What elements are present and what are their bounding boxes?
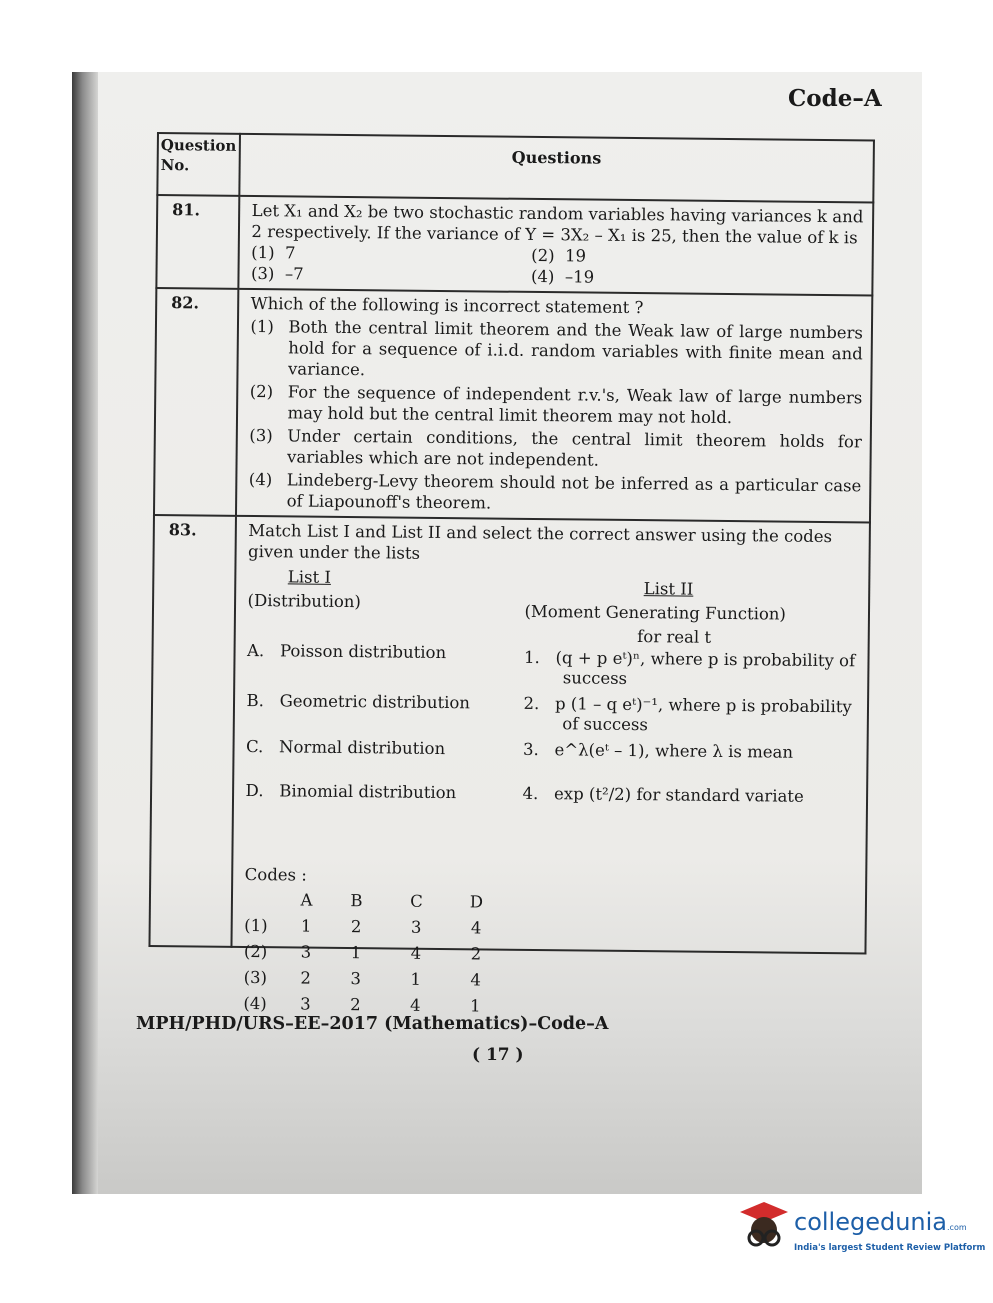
- table-header-row: [157, 133, 874, 202]
- list2-subtitle: (Moment Generating Function): [524, 601, 787, 624]
- page-number: ( 17 ): [472, 1045, 524, 1065]
- header-code: Code–A: [788, 85, 882, 112]
- codes-row: (1) 1 2 3 4: [244, 915, 482, 938]
- question-text: Match List I and List II and select the correct answer using the codes given under the lists: [248, 520, 833, 563]
- option: (1) 7: [251, 242, 296, 263]
- question-number: 83.: [149, 515, 235, 947]
- scan-binding-edge: [72, 72, 98, 1194]
- option: (3) Under certain conditions, the central limit theorem holds for variables which are not independent.: [249, 425, 862, 470]
- question-row-81: [156, 195, 873, 295]
- codes-row: (2) 3 1 4 2: [243, 941, 482, 964]
- list2-item-cont: of success: [562, 714, 648, 735]
- list2-title: List II: [643, 579, 694, 599]
- list1-item: A. Poisson distribution: [246, 640, 447, 663]
- brand-tagline: India's largest Student Review Platform: [794, 1243, 986, 1253]
- question-number: 81.: [156, 195, 238, 289]
- option-grid: [251, 242, 864, 290]
- list1-subtitle: (Distribution): [247, 590, 362, 612]
- question-row-82: [154, 288, 872, 522]
- list1-item: C. Normal distribution: [245, 736, 446, 759]
- question-text: Which of the following is incorrect statement ?: [250, 293, 644, 318]
- list2-item-cont: success: [562, 668, 628, 688]
- codes-row: (3) 2 3 1 4: [243, 967, 481, 990]
- option: (3) –7: [250, 263, 304, 284]
- list1-item: B. Geometric distribution: [246, 690, 471, 713]
- codes-table: [243, 889, 506, 1022]
- list1-title: List I: [287, 567, 332, 587]
- list2-subtitle-2: for real t: [637, 627, 712, 647]
- codes-header-row: A B C D: [300, 890, 484, 912]
- codes-label: Codes :: [244, 864, 307, 885]
- option: (4) Lindeberg-Levy theorem should not be inferred as a particular case of Liapounoff's theorem.: [248, 469, 862, 513]
- questions-table: [148, 132, 874, 1016]
- qno-column-header: Question No.: [157, 133, 239, 196]
- list2-item: 3. e^λ(eᵗ – 1), where λ is mean: [522, 739, 794, 762]
- footer-exam-code: MPH/PHD/URS–EE–2017 (Mathematics)–Code–A: [136, 1014, 609, 1034]
- option: (2) For the sequence of independent r.v.'s, Weak law of large numbers may hold but the central limit theorem may not hold.: [249, 381, 863, 428]
- questions-column-header: Questions: [239, 134, 874, 203]
- question-number: 82.: [154, 288, 238, 516]
- list1-item: D. Binomial distribution: [245, 780, 457, 803]
- question-row-83: [149, 515, 869, 953]
- scanned-page: [72, 72, 922, 1194]
- brand-name: collegedunia.com: [794, 1208, 967, 1236]
- collegedunia-mascot-icon: [736, 1200, 792, 1256]
- option: (4) –19: [530, 266, 595, 287]
- list2-item: 4. exp (t²/2) for standard variate: [522, 783, 804, 806]
- list2-item: 2. p (1 – q eᵗ)⁻¹, where p is probability: [523, 693, 852, 717]
- question-text: Let X₁ and X₂ be two stochastic random variables having variances k and 2 respectively. If the variance of Y = 3X₂ – X₁ is 25, then the value of k is: [251, 200, 864, 248]
- codes-block: [243, 864, 507, 1022]
- match-lists: [243, 566, 860, 1016]
- codes-row: (4) 3 2 4 1: [243, 993, 481, 1016]
- list2-item: 1. (q + p eᵗ)ⁿ, where p is probability of: [523, 647, 856, 671]
- collegedunia-watermark: [736, 1200, 986, 1260]
- option: (1) Both the central limit theorem and the Weak law of large numbers hold for a sequence of i.i.d. random variables with finite mean and variance.: [250, 316, 864, 380]
- option: (2) 19: [531, 245, 587, 266]
